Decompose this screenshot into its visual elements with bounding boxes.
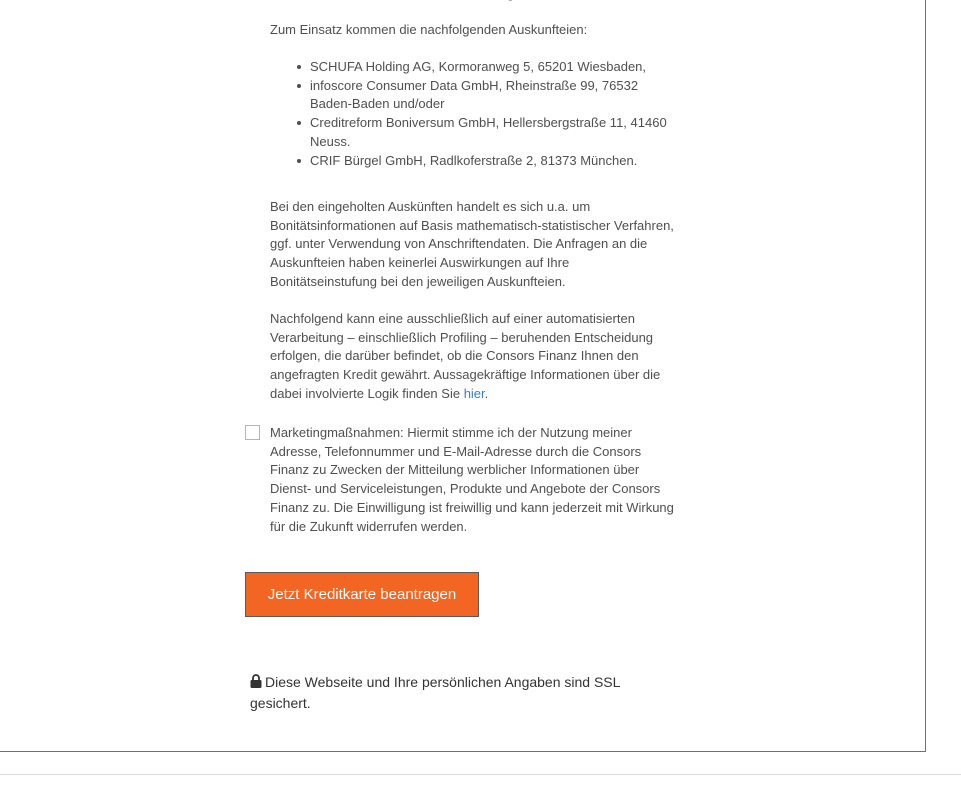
bureau-intro: Zum Einsatz kommen die nachfolgenden Auskunfteien: (270, 22, 588, 37)
marketing-consent-checkbox[interactable] (245, 425, 260, 440)
ssl-notice (250, 673, 650, 713)
logic-info-link[interactable]: hier (463, 385, 485, 401)
apply-credit-card-button[interactable]: Jetzt Kreditkarte beantragen (245, 572, 479, 617)
list-item: infoscore Consumer Data GmbH, Rheinstraße 99, 76532 Baden-Baden und/oder (310, 77, 680, 114)
footer-divider (0, 774, 961, 775)
automated-decision-suffix: . (484, 385, 489, 401)
ssl-notice-text: Diese Webseite und Ihre persönlichen Angaben sind SSL gesichert. (250, 674, 620, 711)
marketing-consent-label[interactable]: Marketingmaßnahmen: Hiermit stimme ich der Nutzung meiner Adresse, Telefonnummer und E-Mail-Adresse durch die Consors Finanz zu Zwecken der Mitteilung werblicher Informationen über Dienst- und Serviceleistungen, Produkte und Angebote der Consors Finanz zu. Die Einwilligung ist freiwillig und kann jederzeit mit Wirkung für die Zukunft widerrufen werden. (270, 425, 674, 534)
automated-decision-text: Nachfolgend kann eine ausschließlich auf einer automatisierten Verarbeitung – einschließlich Profiling – beruhenden Entscheidung erfolgen, die darüber befindet, ob die Consors Finanz Ihnen den angefragten Kredit gewährt. Aussagekräftige Informationen über die dabei involvierte Logik finden Sie (270, 311, 661, 401)
cutoff-text (270, 0, 600, 1)
list-item: Creditreform Boniversum GmbH, Hellersbergstraße 11, 41460 Neuss. (310, 114, 680, 151)
lock-icon (250, 674, 262, 694)
list-item: SCHUFA Holding AG, Kormoranweg 5, 65201 Wiesbaden, (310, 58, 680, 77)
automated-decision-paragraph (270, 310, 678, 404)
bureau-list (310, 58, 680, 170)
list-item: CRIF Bürgel GmbH, Radlkoferstraße 2, 81373 München. (310, 152, 680, 171)
info-paragraph: Bei den eingeholten Auskünften handelt es sich u.a. um Bonitätsinformationen auf Basis mathematisch-statistischer Verfahren, ggf. unter Verwendung von Anschriftendaten. Die Anfragen an die Auskunfteien haben keinerlei Auswirkungen auf Ihre Bonitätseinstufung bei den jeweiligen Auskunfteien. (270, 199, 674, 289)
